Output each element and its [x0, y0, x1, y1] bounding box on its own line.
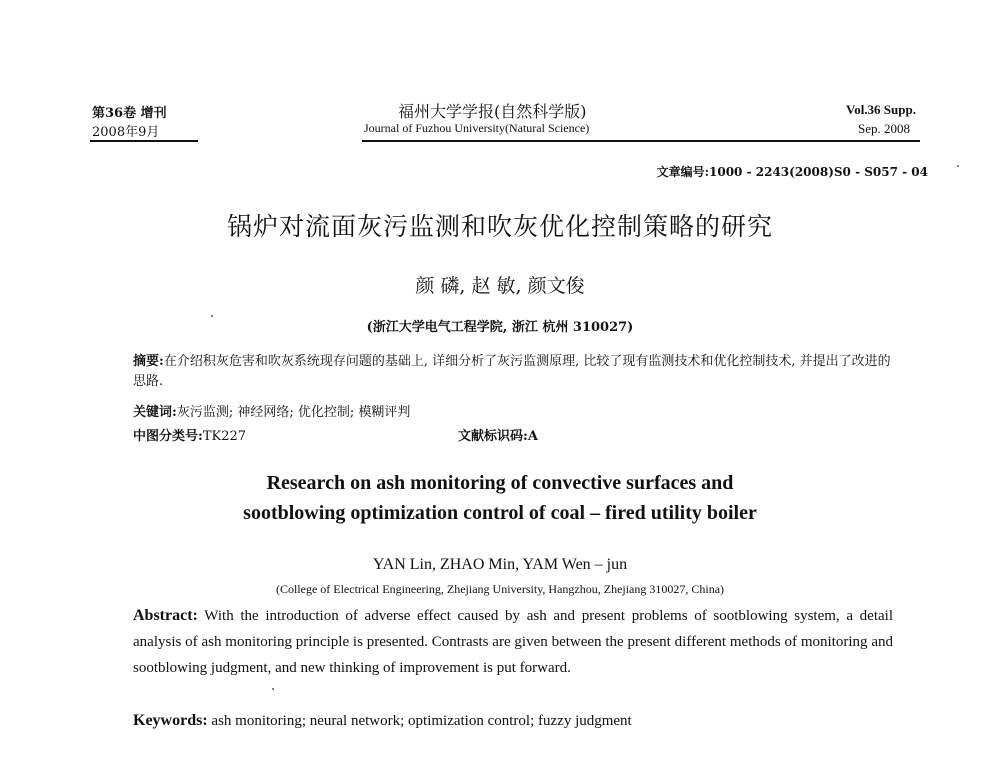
abstract-cn — [133, 352, 893, 392]
keywords-cn-text: 灰污监测; 神经网络; 优化控制; 模糊评判 — [176, 405, 411, 420]
title-en-line-2: sootblowing optimization control of coal – fired utility boiler — [243, 502, 757, 524]
scan-speck — [211, 315, 213, 317]
journal-title-cn: 福州大学学报(自然科学版) — [398, 102, 587, 121]
classification-label: 中图分类号: — [133, 429, 203, 444]
article-number: 文章编号:1000 - 2243(2008)S0 - S057 - 04 — [656, 165, 928, 179]
keywords-en-label: Keywords: — [133, 712, 208, 729]
publication-date: 2008年9月 — [92, 125, 160, 140]
keywords-cn-label: 关键词: — [133, 405, 177, 420]
abstract-en-text: With the introduction of adverse effect caused by ash and present problems of sootblowing system, a detail analysis of ash monitoring principle is presented. Contrasts are given between the present different methods of monitoring and sootblowing judgment, and new thinking of improvement is put forward. — [133, 608, 894, 676]
abstract-cn-text: 在介绍积灰危害和吹灰系统现存问题的基础上, 详细分析了灰污监测原理, 比较了现有监测技术和优化控制技术, 并提出了改进的思路. — [133, 354, 891, 389]
affiliation-en: (College of Electrical Engineering, Zhejiang University, Hangzhou, Zhejiang 310027, China) — [275, 582, 725, 596]
header-rule-center — [362, 140, 650, 142]
authors-cn: 颜 磷, 赵 敏, 颜文俊 — [415, 275, 585, 297]
authors-en: YAN Lin, ZHAO Min, YAM Wen – jun — [372, 556, 628, 573]
affiliation-cn: (浙江大学电气工程学院, 浙江 杭州 310027) — [366, 320, 634, 335]
volume-supp-en: Vol.36 Supp. — [846, 102, 916, 117]
scan-speck — [957, 165, 959, 167]
abstract-cn-label: 摘要: — [133, 354, 164, 369]
journal-title-en: Journal of Fuzhou University(Natural Science) — [364, 121, 590, 135]
keywords-cn — [133, 401, 410, 420]
keywords-en — [133, 708, 893, 734]
classification-value: TK227 — [202, 429, 247, 444]
scan-speck — [272, 688, 274, 690]
title-en-line-1: Research on ash monitoring of convective surfaces and — [266, 472, 734, 494]
document-code-value: A — [527, 429, 538, 444]
header-rule-right — [648, 140, 920, 142]
volume-issue: 第36卷 增刊 — [92, 106, 167, 121]
keywords-en-text: ash monitoring; neural network; optimization control; fuzzy judgment — [211, 713, 632, 729]
document-code — [458, 425, 538, 444]
document-code-label: 文献标识码: — [458, 429, 528, 444]
publication-date-en: Sep. 2008 — [858, 121, 910, 136]
classification-number — [133, 425, 246, 444]
header-rule-left — [90, 140, 198, 142]
title-cn: 锅炉对流面灰污监测和吹灰优化控制策略的研究 — [226, 212, 773, 241]
abstract-en-label: Abstract: — [133, 607, 198, 624]
abstract-en — [133, 603, 893, 681]
